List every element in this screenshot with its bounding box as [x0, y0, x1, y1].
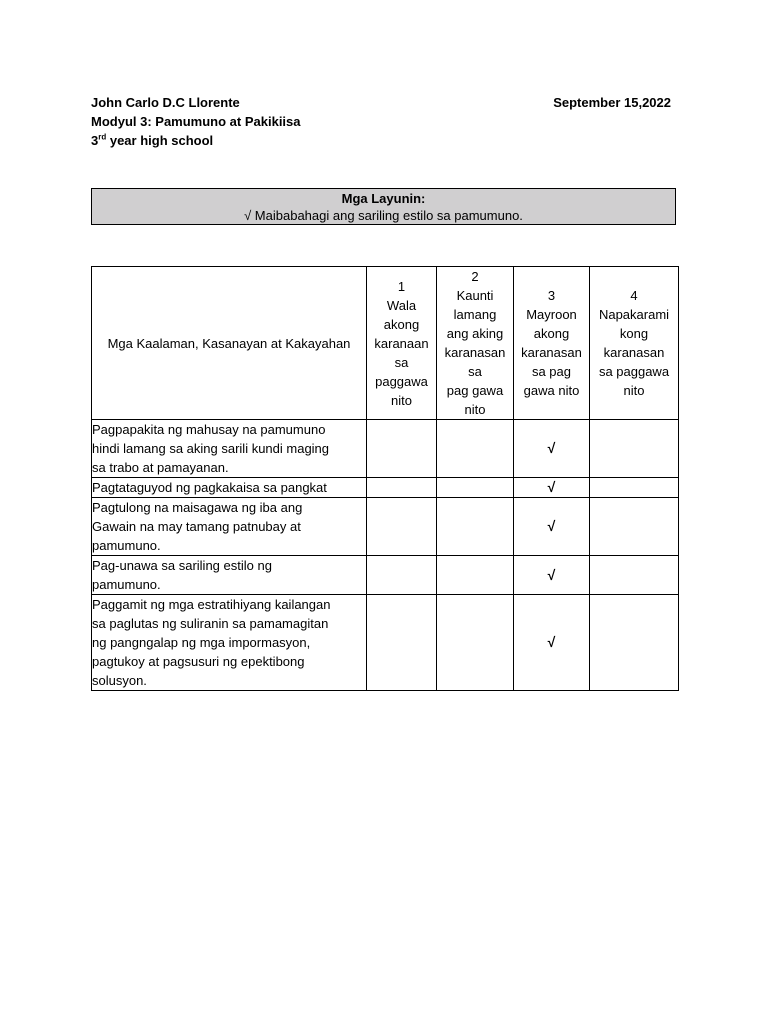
- skill-description: Pag-unawa sa sariling estilo ng pamumuno.: [92, 556, 367, 595]
- objectives-title: Mga Layunin:: [341, 191, 426, 206]
- objectives-box: [91, 188, 676, 225]
- check-mark: √: [514, 595, 590, 691]
- rating-cell-2: [437, 420, 514, 478]
- rating-cell-1: [367, 595, 437, 691]
- table-row: [92, 498, 679, 556]
- skill-description: Pagpapakita ng mahusay na pamumuno hindi lamang sa aking sarili kundi maging sa trabo at pamayanan.: [92, 420, 367, 478]
- rating-cell-1: [367, 498, 437, 556]
- document-date: September 15,2022: [553, 95, 671, 110]
- rating-cell-4: [590, 556, 679, 595]
- student-info: [91, 93, 301, 150]
- year-level: 3rd year high school: [91, 132, 214, 148]
- skill-description: Pagtulong na maisagawa ng iba ang Gawain na may tamang patnubay at pamumuno.: [92, 498, 367, 556]
- rating-cell-4: [590, 420, 679, 478]
- rating-cell-2: [437, 556, 514, 595]
- rating-cell-2: [437, 498, 514, 556]
- table-row: [92, 556, 679, 595]
- rating-header-3: 3 Mayroon akong karanasan sa pag gawa nito: [514, 267, 590, 420]
- skill-description: Pagtataguyod ng pagkakaisa sa pangkat: [92, 478, 367, 498]
- module-title: Modyul 3: Pamumuno at Pakikiisa: [91, 114, 301, 129]
- check-mark: √: [514, 556, 590, 595]
- rating-cell-1: [367, 478, 437, 498]
- objective-item: √ Maibabahagi ang sariling estilo sa pamumuno.: [244, 208, 523, 223]
- rating-cell-4: [590, 595, 679, 691]
- rating-cell-4: [590, 498, 679, 556]
- rating-header-4: 4 Napakarami kong karanasan sa paggawa nito: [590, 267, 679, 420]
- rating-cell-4: [590, 478, 679, 498]
- table-row: [92, 478, 679, 498]
- table-row: [92, 595, 679, 691]
- rating-cell-2: [437, 478, 514, 498]
- check-mark: √: [514, 478, 590, 498]
- table-row: [92, 420, 679, 478]
- check-mark: √: [514, 498, 590, 556]
- skills-column-header: Mga Kaalaman, Kasanayan at Kakayahan: [92, 267, 367, 420]
- student-name: John Carlo D.C Llorente: [91, 95, 240, 110]
- table-header-row: [92, 267, 679, 420]
- rating-header-2: 2 Kaunti lamang ang aking karanasan sa pag gawa nito: [437, 267, 514, 420]
- rubric-table: [91, 266, 679, 691]
- check-mark: √: [514, 420, 590, 478]
- rating-cell-2: [437, 595, 514, 691]
- rating-cell-1: [367, 420, 437, 478]
- rating-header-1: 1 Wala akong karanaan sa paggawa nito: [367, 267, 437, 420]
- rating-cell-1: [367, 556, 437, 595]
- skill-description: Paggamit ng mga estratihiyang kailangan sa paglutas ng suliranin sa pamamagitan ng pangngalap ng mga impormasyon, pagtukoy at pagsusuri ng epektibong solusyon.: [92, 595, 367, 691]
